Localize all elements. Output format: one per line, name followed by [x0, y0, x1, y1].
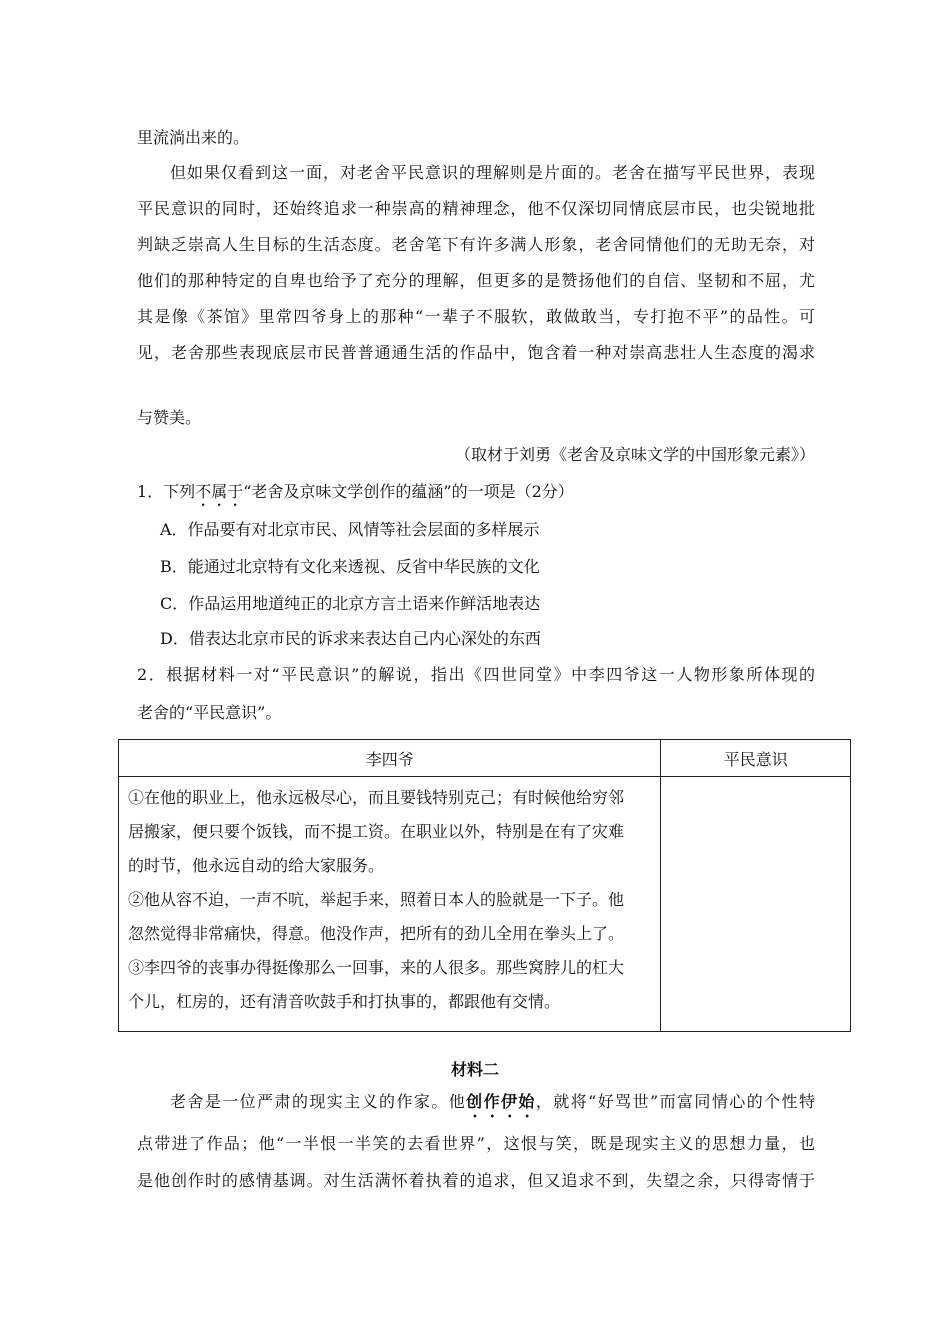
- excerpt-line: 个儿，杠房的，还有清音吹鼓手和打执事的，都跟他有交情。: [128, 992, 561, 1011]
- passage2-line: 点带进了作品；他“一半恨一半笑的去看世界”，这恨与笑，既是现实主义的思想力量，也: [137, 1134, 815, 1153]
- passage-line: 他们的那种特定的自卑也给予了充分的理解，但更多的是赞扬他们的自信、坚韧和不屈，尤: [137, 271, 815, 290]
- passage-line: 平民意识的同时，还始终追求一种崇高的精神理念，他不仅深切同情底层市民，也尖锐地批: [137, 199, 815, 218]
- table-header-left: 李四爷: [119, 740, 661, 777]
- passage2-text: ，就将“好骂世”而富同情心的个性特: [535, 1092, 815, 1111]
- passage-line-end: 与赞美。: [137, 408, 202, 427]
- question-1: [137, 482, 815, 510]
- excerpt-line: 忽然觉得非常痛快，得意。他没作声，把所有的劲儿全用在拳头上了。: [128, 924, 625, 943]
- passage-line: 其是像《茶馆》里常四爷身上的那种“一辈子不服软，敢做敢当，专打抱不平”的品性。可: [137, 307, 815, 326]
- passage2-line: 是他创作时的感情基调。对生活满怀着执着的追求，但又追求不到，失望之余，只得寄情于: [137, 1171, 815, 1190]
- question-1-suffix: “老舍及京味文学创作的蕴涵”的一项是（2分）: [243, 482, 574, 501]
- source-citation: （取材于刘勇《老舍及京味文学的中国形象元素》）: [454, 445, 815, 464]
- table-header-right: 平民意识: [661, 740, 851, 777]
- passage-line: 判缺乏崇高人生目标的生活态度。老舍笔下有许多满人形象，老舍同情他们的无助无奈，对: [137, 235, 815, 254]
- option-a: A．作品要有对北京市民、风情等社会层面的多样展示: [160, 520, 540, 539]
- excerpt-line: ①在他的职业上，他永远极尽心，而且要钱特别克己；有时候他给穷邻: [128, 788, 625, 807]
- passage-line: 见，老舍那些表现底层市民普普通通生活的作品中，饱含着一种对崇高悲壮人生态度的渴求: [137, 343, 815, 362]
- option-c: C．作品运用地道纯正的北京方言土语来作鲜活地表达: [160, 594, 541, 613]
- question-2: 2．根据材料一对“平民意识”的解说，指出《四世同堂》中李四爷这一人物形象所体现的: [137, 665, 815, 684]
- section-heading: 材料二: [450, 1060, 499, 1079]
- option-d: D．借表达北京市民的诉求来表达自己内心深处的东西: [160, 629, 541, 648]
- excerpt-line: 居搬家，便只要个饭钱，而不提工资。在职业以外，特别是在有了灾难: [128, 822, 625, 841]
- excerpt-line: 的时节，他永远自动的给大家服务。: [128, 856, 385, 875]
- answer-cell[interactable]: [661, 777, 851, 1032]
- question-1-emphasis: 不属于: [195, 482, 244, 501]
- option-b: B．能通过北京特有文化来透视、反省中华民族的文化: [160, 557, 540, 576]
- passage2-text: 老舍是一位严肃的现实主义的作家。他: [170, 1092, 467, 1111]
- question-1-prefix: 1．下列: [137, 482, 196, 501]
- question-2-cont: 老舍的“平民意识”。: [137, 703, 282, 722]
- passage-line: 里流淌出来的。: [137, 128, 250, 147]
- answer-table: [118, 739, 851, 1032]
- passage-line: 但如果仅看到这一面，对老舍平民意识的理解则是片面的。老舍在描写平民世界，表现: [170, 163, 815, 182]
- excerpt-cell: [119, 777, 661, 1032]
- passage2-emphasis: 创作伊始: [466, 1092, 536, 1111]
- passage2-line: [170, 1092, 815, 1121]
- excerpt-line: ③李四爷的丧事办得挺像那么一回事，来的人很多。那些窝脖儿的杠大: [128, 958, 625, 977]
- excerpt-line: ②他从容不迫，一声不吭，举起手来，照着日本人的脸就是一下子。他: [128, 890, 625, 909]
